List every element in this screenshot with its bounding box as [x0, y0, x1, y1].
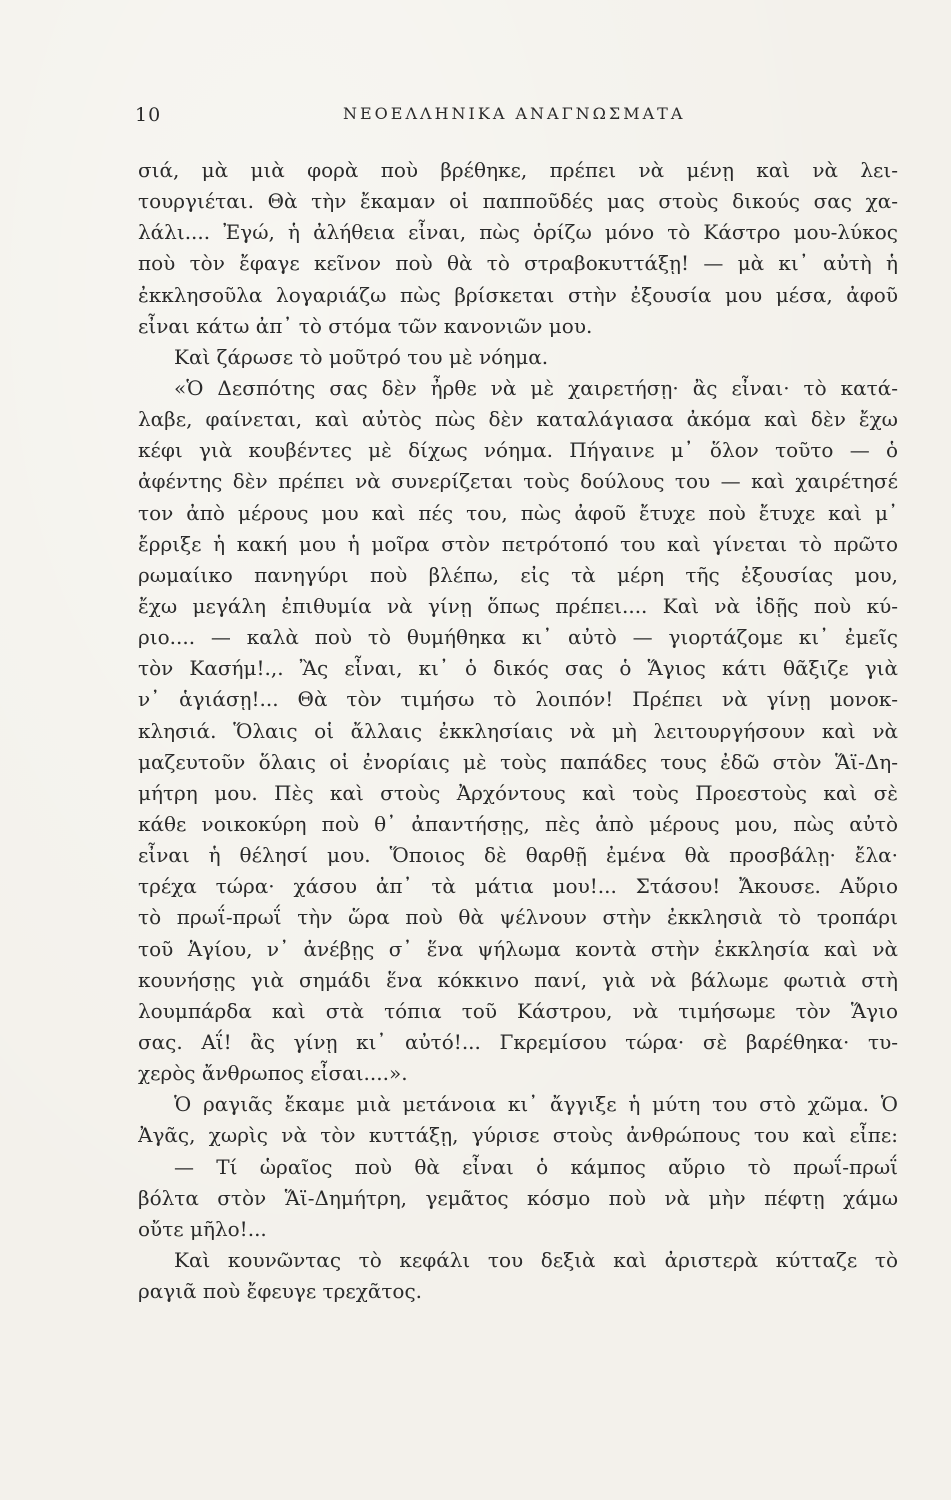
- text-line: ἔχω μεγάλη ἐπιθυμία νὰ γίνῃ ὅπως πρέπει.... Καὶ νὰ ἰδῇς ποὺ κύ-: [138, 593, 898, 618]
- running-head: [135, 104, 895, 134]
- text-line: τρέχα τώρα· χάσου ἀπ᾿ τὰ μάτια μου!... Στάσου! Ἄκουσε. Αὔριο: [138, 874, 898, 899]
- text-line: σιά, μὰ μιὰ φορὰ ποὺ βρέθηκε, πρέπει νὰ μένῃ καὶ νὰ λει-: [138, 158, 898, 182]
- text-line: χερὸς ἄνθρωπος εἶσαι....».: [138, 1061, 408, 1086]
- text-line: βόλτα στὸν Ἅϊ-Δημήτρη, γεμᾶτος κόσμο ποὺ νὰ μὴν πέφτῃ χάμω: [138, 1185, 898, 1210]
- text-line: λαβε, φαίνεται, καὶ αὐτὸς πὼς δὲν καταλάγιασα ἀκόμα καὶ δὲν ἔχω: [138, 407, 898, 432]
- text-line: κλησιά. Ὅλαις οἱ ἄλλαις ἐκκλησίαις νὰ μὴ λειτουργήσουν καὶ νὰ: [138, 718, 898, 743]
- text-line: κάθε νοικοκύρη ποὺ θ᾿ ἀπαντήσῃς, πὲς ἀπὸ μέρους μου, πὼς αὐτὸ: [138, 811, 898, 836]
- text-line: τουργιέται. Θὰ τὴν ἔκαμαν οἱ παπποῦδές μας στοὺς δικούς σας χα-: [138, 189, 898, 214]
- text-line: εἶναι κάτω ἀπ᾿ τὸ στόμα τῶν κανονιῶν μου.: [138, 313, 593, 338]
- text-line: ἔρριξε ἡ κακή μου ἡ μοῖρα στὸν πετρότοπό του καὶ γίνεται τὸ πρῶτο: [138, 531, 898, 556]
- text-line: Ὁ ραγιᾶς ἔκαμε μιὰ μετάνοια κι᾿ ἄγγιξε ἡ μύτη του στὸ χῶμα. Ὁ: [174, 1092, 898, 1117]
- text-line: — Τί ὡραῖος ποὺ θὰ εἶναι ὁ κάμπος αὔριο τὸ πρωΐ-πρωΐ: [174, 1154, 898, 1179]
- text-line: κουνήσῃς γιὰ σημάδι ἕνα κόκκινο πανί, γιὰ νὰ βάλωμε φωτιὰ στὴ: [138, 967, 898, 992]
- text-line: εἶναι ἡ θέλησί μου. Ὅποιος δὲ θαρθῇ ἐμένα θὰ προσβάλῃ· ἔλα·: [138, 843, 898, 868]
- text-line: «Ὁ Δεσπότης σας δὲν ἦρθε νὰ μὲ χαιρετήσῃ· ἂς εἶναι· τὸ κατά-: [174, 375, 898, 400]
- text-line: κέφι γιὰ κουβέντες μὲ δίχως νόημα. Πήγαινε μ᾿ ὅλον τοῦτο — ὁ: [138, 438, 898, 463]
- text-line: ραγιᾶ ποὺ ἔφευγε τρεχᾶτος.: [138, 1279, 423, 1304]
- text-line: σας. Αΐ! ἂς γίνῃ κι᾿ αὐτό!... Γκρεμίσου τώρα· σὲ βαρέθηκα· τυ-: [138, 1029, 898, 1054]
- text-line: ν᾿ ἁγιάσῃ!... Θὰ τὸν τιμήσω τὸ λοιπόν! Πρέπει νὰ γίνῃ μονοκ-: [138, 687, 898, 712]
- text-line: ριο.... — καλὰ ποὺ τὸ θυμήθηκα κι᾿ αὐτὸ — γιορτάζομε κι᾿ ἐμεῖς: [138, 625, 898, 650]
- text-line: τὸ πρωΐ-πρωΐ τὴν ὥρα ποὺ θὰ ψέλνουν στὴν ἐκκλησιὰ τὸ τροπάρι: [138, 905, 898, 930]
- text-line: ποὺ τὸν ἔφαγε κεῖνον ποὺ θὰ τὸ στραβοκυττάξῃ! — μὰ κι᾿ αὐτὴ ἡ: [138, 251, 898, 276]
- text-line: μήτρη μου. Πὲς καὶ στοὺς Ἀρχόντους καὶ τοὺς Προεστοὺς καὶ σὲ: [138, 780, 898, 805]
- text-line: Καὶ ζάρωσε τὸ μοῦτρό του μὲ νόημα.: [174, 344, 549, 369]
- text-line: μαζευτοῦν ὅλαις οἱ ἐνορίαις μὲ τοὺς παπάδες τους ἐδῶ στὸν Ἅϊ-Δη-: [138, 749, 898, 774]
- text-line: τοῦ Ἁγίου, ν᾿ ἀνέβῃς σ᾿ ἕνα ψήλωμα κοντὰ στὴν ἐκκλησία καὶ νὰ: [138, 936, 898, 961]
- text-line: λουμπάρδα καὶ στὰ τόπια τοῦ Κάστρου, νὰ τιμήσωμε τὸν Ἅγιο: [138, 998, 898, 1023]
- text-line: οὔτε μῆλο!...: [138, 1216, 267, 1241]
- text-line: ρωμαίικο πανηγύρι ποὺ βλέπω, εἰς τὰ μέρη τῆς ἐξουσίας μου,: [138, 562, 898, 587]
- body-text: [138, 155, 898, 1307]
- text-line: ἐκκλησοῦλα λογαριάζω πὼς βρίσκεται στὴν ἐξουσία μου μέσα, ἀφοῦ: [138, 282, 898, 307]
- text-line: Καὶ κουνῶντας τὸ κεφάλι του δεξιὰ καὶ ἀριστερὰ κύτταζε τὸ: [174, 1247, 898, 1272]
- text-line: ἀφέντης δὲν πρέπει νὰ συνερίζεται τοὺς δούλους του — καὶ χαιρέτησέ: [138, 469, 898, 494]
- text-line: τὸν Κασήμ!.,. Ἂς εἶναι, κι᾿ ὁ δικός σας ὁ Ἅγιος κάτι θᾶξιζε γιὰ: [138, 656, 898, 681]
- page-number: 10: [135, 104, 162, 126]
- text-line: Ἀγᾶς, χωρὶς νὰ τὸν κυττάξῃ, γύρισε στοὺς ἀνθρώπους του καὶ εἶπε:: [138, 1123, 898, 1148]
- text-line: τον ἀπὸ μέρους μου καὶ πές του, πὼς ἀφοῦ ἔτυχε ποὺ ἔτυχε καὶ μ᾿: [138, 500, 898, 525]
- text-line: λάλι.... Ἐγώ, ἡ ἀλήθεια εἶναι, πὼς ὁρίζω μόνο τὸ Κάστρο μου-λύκος: [138, 220, 898, 245]
- running-title: ΝΕΟΕΛΛΗΝΙΚΑ ΑΝΑΓΝΩΣΜΑΤΑ: [343, 104, 686, 123]
